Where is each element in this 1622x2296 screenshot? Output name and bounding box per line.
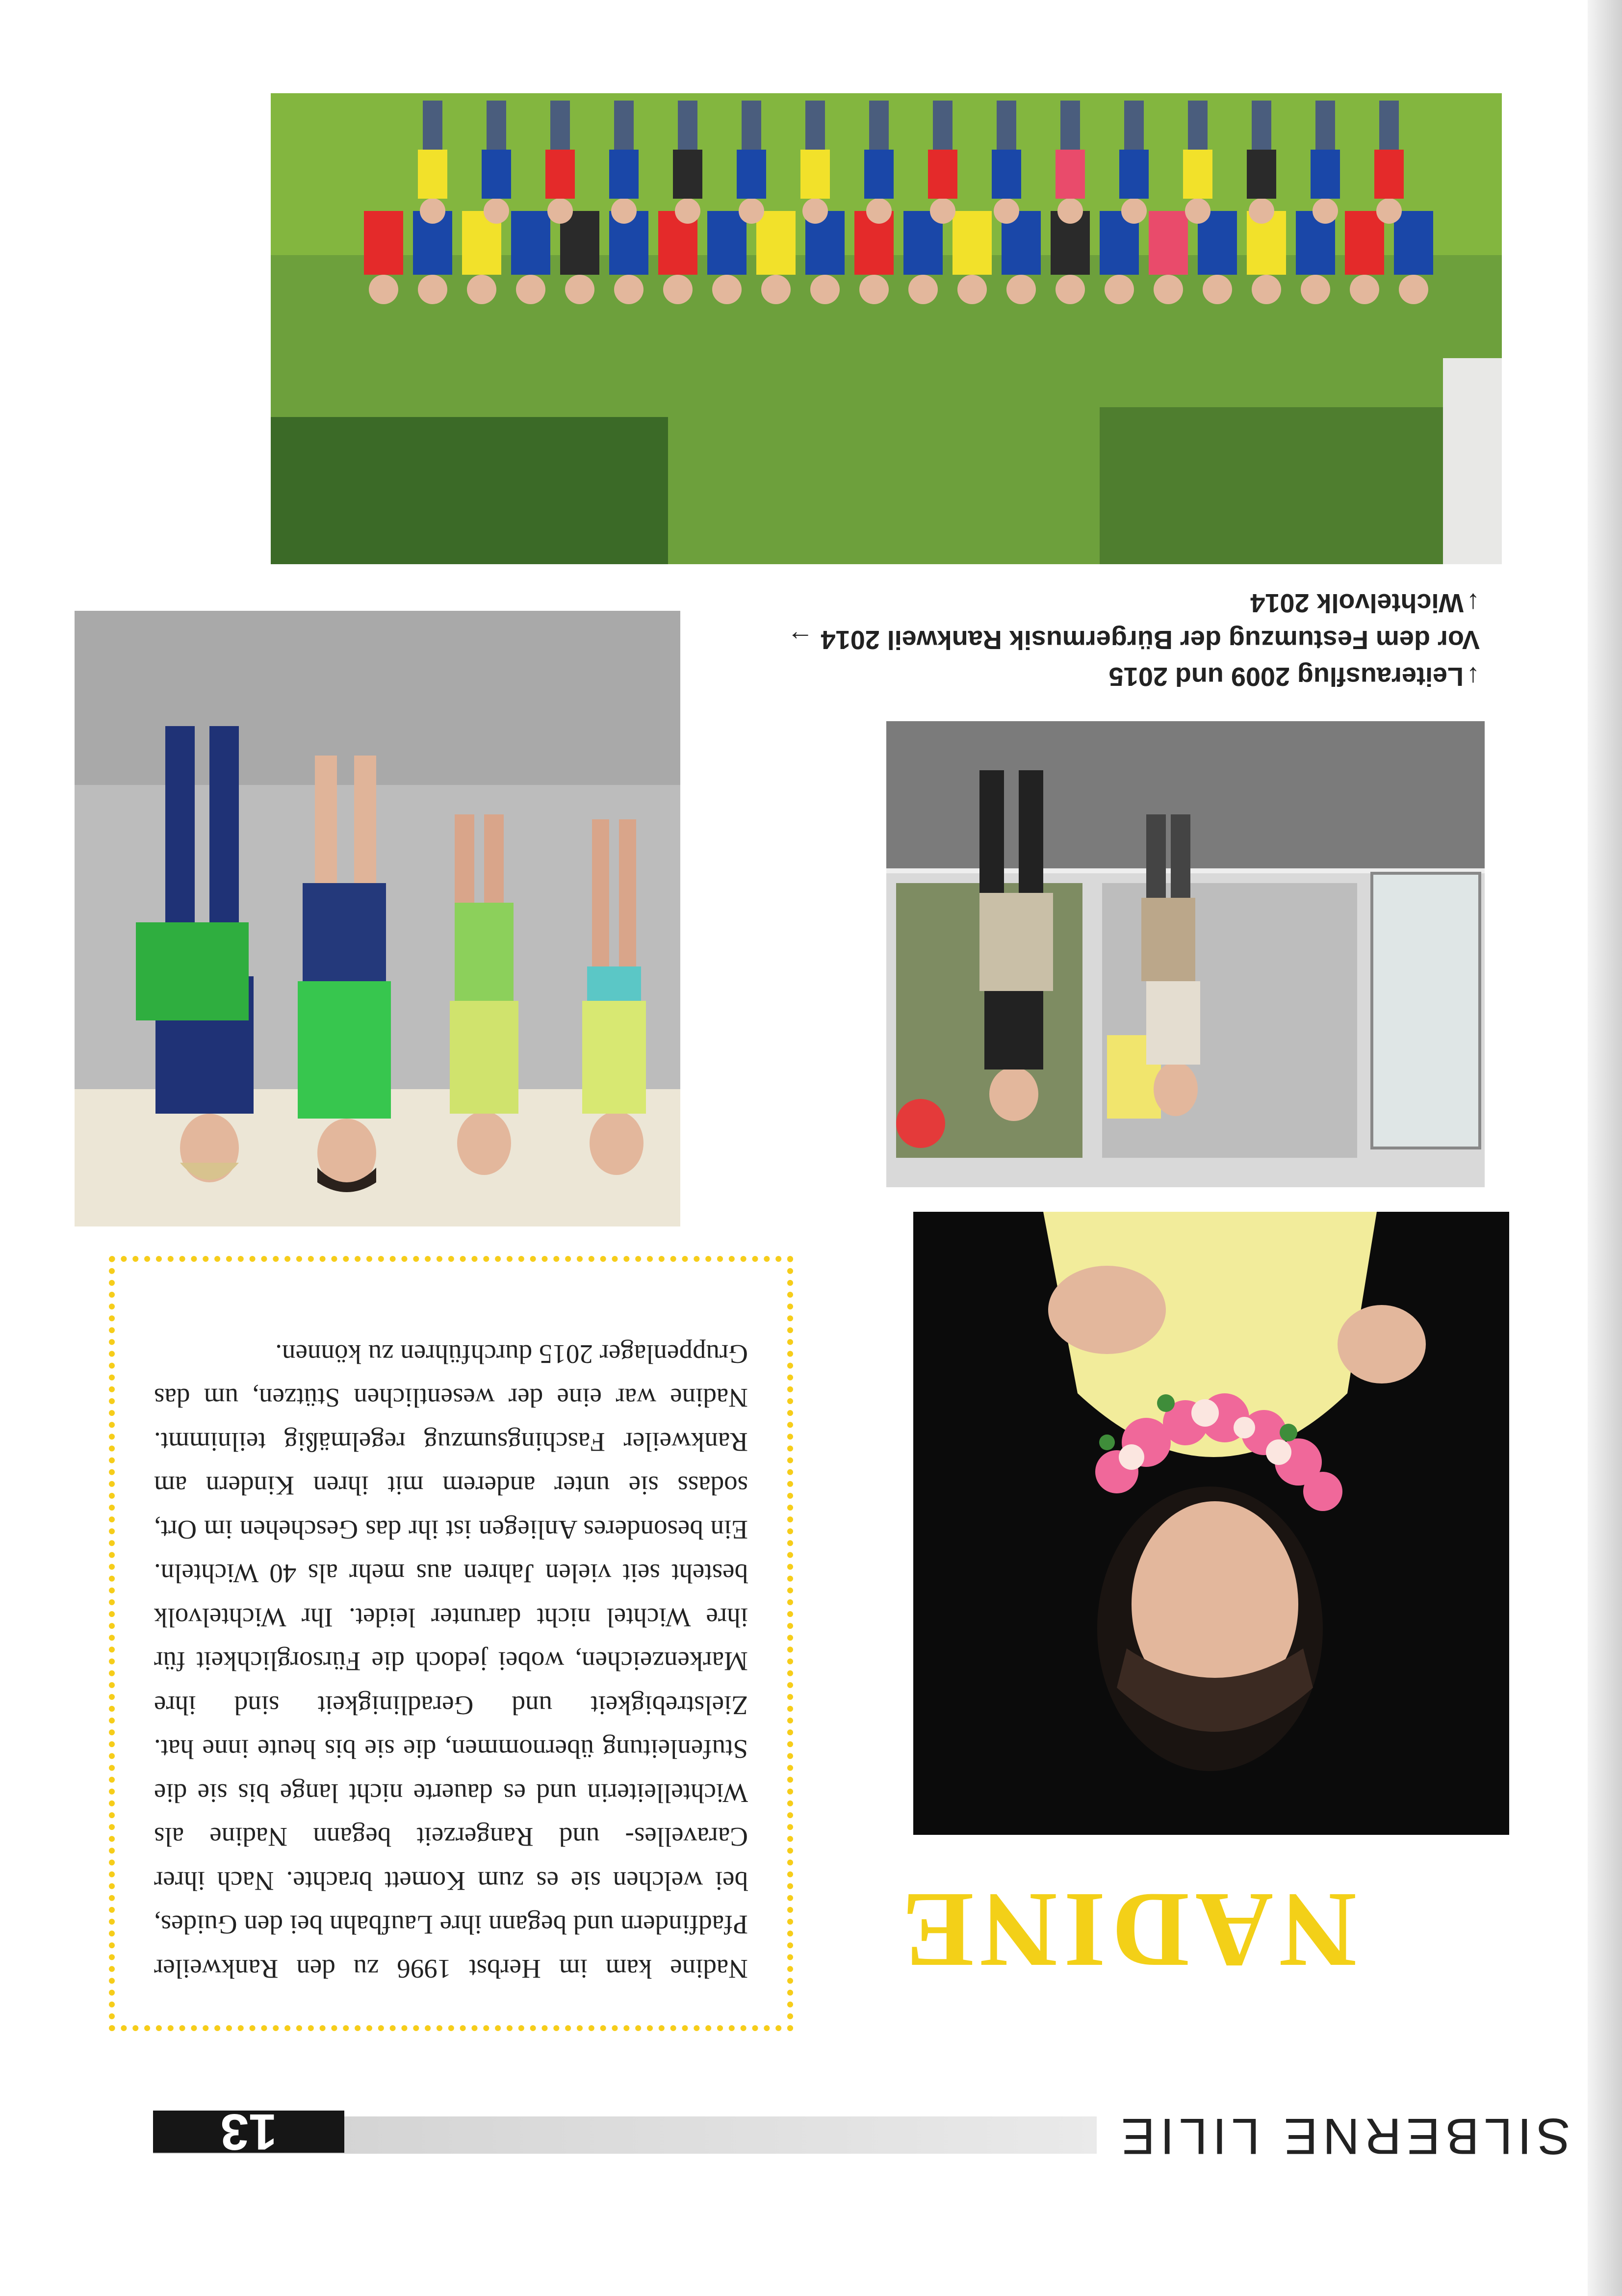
caption-text: Vor dem Festumzug der Bürgermusik Rankweil 2014 xyxy=(821,625,1480,654)
arrow-right-icon: → xyxy=(787,625,814,654)
arrow-down-icon: ↓ xyxy=(1467,662,1480,691)
photo-wichtelvolk-group xyxy=(271,93,1502,564)
caption-leiterausflug xyxy=(1109,661,1480,692)
magazine-title: SILBERNE LILIE xyxy=(1097,2111,1571,2162)
arrow-down-icon: ↓ xyxy=(1467,588,1480,618)
photo-nadine-portrait xyxy=(913,1212,1509,1835)
article-body: Nadine kam im Herbst 1996 zu den Rankweiler Pfadfindern und begann ihre Laufbahn bei den Guides, bei welchen sie es zum Komett brachte. Nach ihrer Caravelles- und Rangerzeit begann Nadine als Wichtelleiterin und es dauerte nicht lange bis sie die Stufenleitung übernommen, die sie bis heute inne hat. Zielstrebigkeit und Geradlinigkeit sind ihre Markenzeichen, wobei jedoch die Fürsorglichkeit für ihre Wichtel nicht darunter leidet. Ihr Wichtelvolk besteht seit vielen Jahren aus mehr als 40 Wichteln. Ein besonderes Anliegen ist ihr das Geschehen im Ort, sodass sie unter anderem mit ihren Kindern am Rankweiler Faschingsumzug regelmäßig teilnimmt. Nadine war eine der wesentlichen Stützen, um das Gruppenlager 2015 durchführen zu können. xyxy=(154,1339,748,1984)
photo-leiterausflug xyxy=(886,721,1485,1187)
page-number: 13 xyxy=(153,2111,344,2153)
photo-festumzug xyxy=(75,611,680,1226)
page-header xyxy=(153,2103,1571,2165)
caption-text: Leiterausflug 2009 und 2015 xyxy=(1108,662,1464,691)
caption-festumzug xyxy=(784,625,1480,655)
article-text-box xyxy=(109,1256,793,2031)
caption-text: Wichtelvolk 2014 xyxy=(1250,588,1464,618)
caption-wichtelvolk xyxy=(1250,588,1480,618)
article-title: NADINE xyxy=(896,1871,1357,1990)
